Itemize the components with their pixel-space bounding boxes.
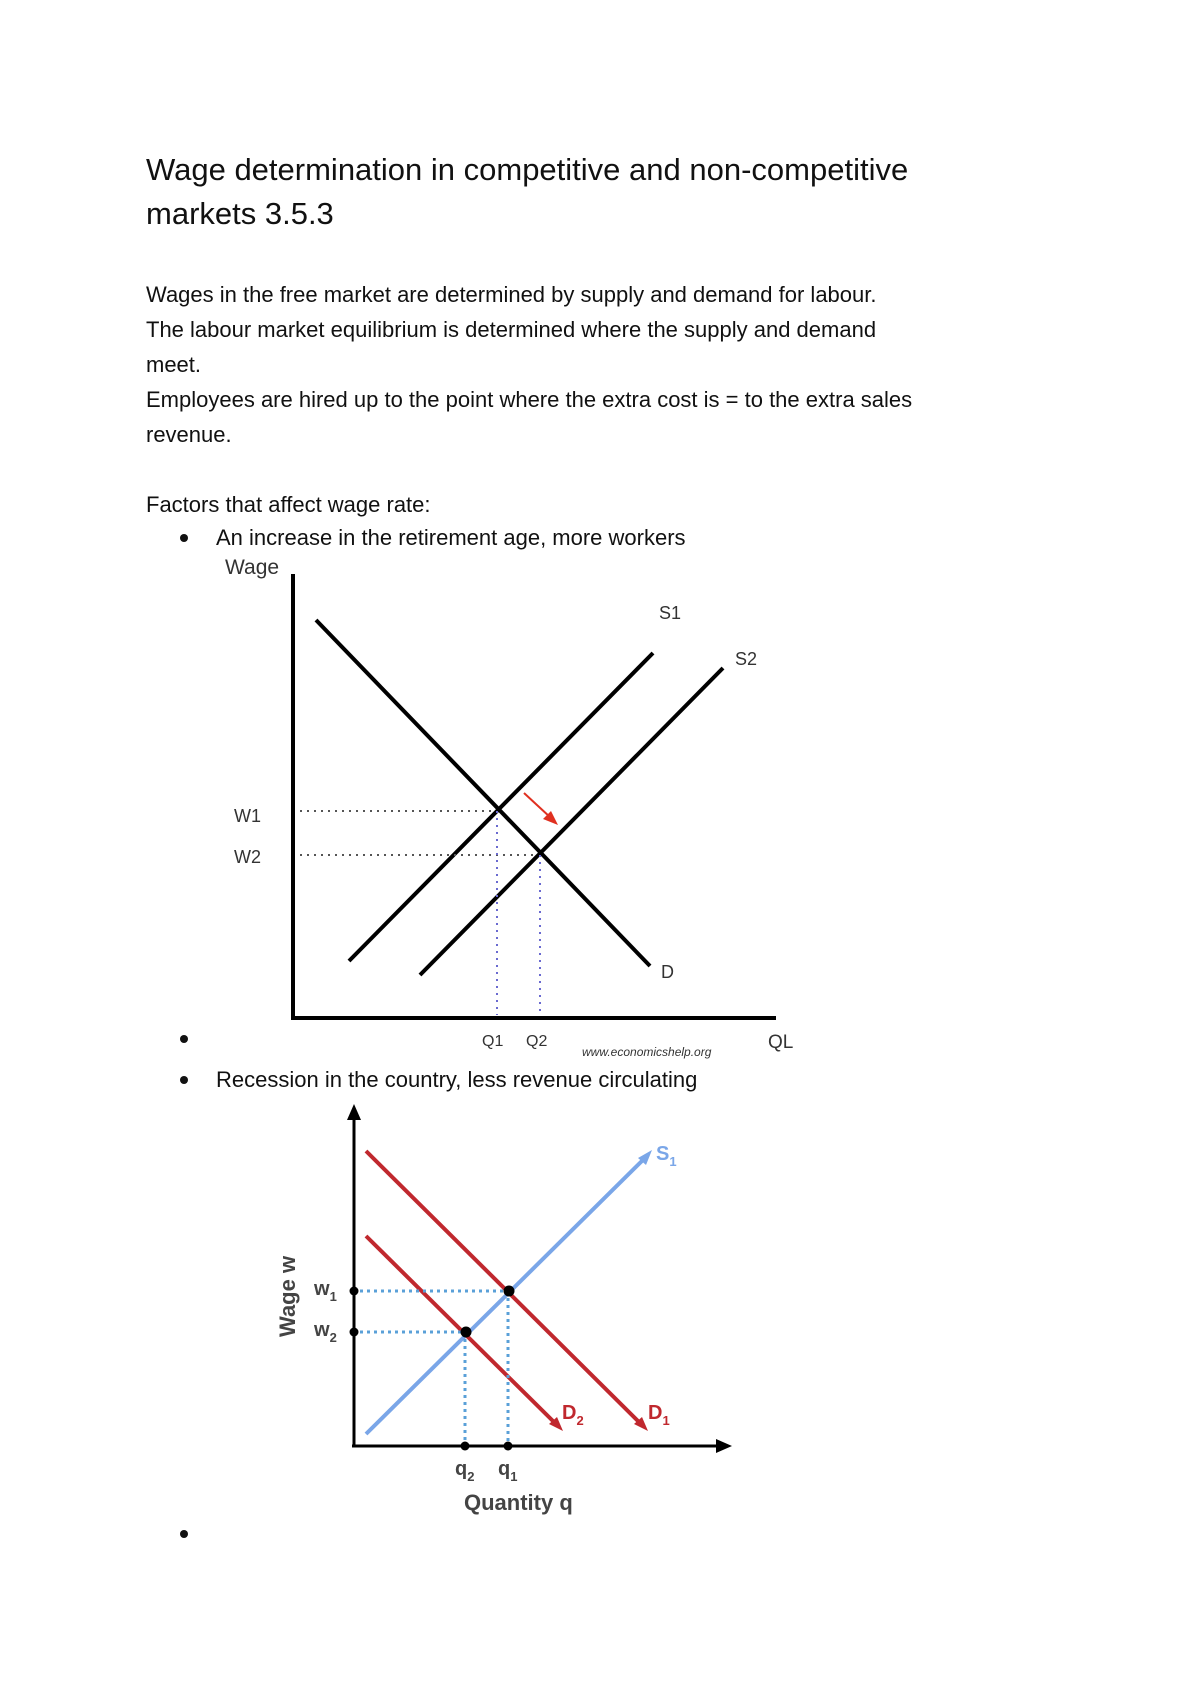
chart2-label-d1: $D_1$ [648, 1402, 670, 1428]
chart1-label-w2: W2 [234, 847, 261, 867]
chart2-y-axis-label: Wage w [275, 1255, 300, 1337]
chart2-label-w2: $w_2$ [314, 1319, 337, 1345]
chart2-q2-tick-marker [461, 1442, 470, 1451]
bullet-item-empty [180, 1530, 216, 1538]
chart1-label-w1: W1 [234, 806, 261, 826]
title-line-2: markets 3.5.3 [146, 196, 334, 231]
paragraph-line: The labour market equilibrium is determined where the supply and demand [146, 317, 877, 342]
chart2-q1-tick-marker [504, 1442, 513, 1451]
bullet-text: An increase in the retirement age, more workers [216, 525, 686, 550]
title-line-1: Wage determination in competitive and non-competitive [146, 152, 909, 187]
paragraph-line: Wages in the free market are determined by supply and demand for labour. [146, 282, 877, 307]
chart1-label-q1: Q1 [482, 1033, 504, 1050]
paragraph-line: revenue. [146, 422, 232, 447]
chart1-x-axis-label: QL [768, 1032, 794, 1053]
chart1-label-s2: S2 [735, 649, 758, 669]
chart2-w1-tick-marker [350, 1287, 359, 1296]
bullet-dot-icon [180, 1530, 188, 1538]
chart2-label-q2: $q_2$ [455, 1458, 475, 1484]
paragraph-line: Employees are hired up to the point where the extra cost is = to the extra sales [146, 387, 913, 412]
chart1-label-d: D [661, 962, 674, 982]
chart1-label-q2: Q2 [526, 1033, 548, 1050]
chart2-label-s1: $S_1$ [656, 1143, 677, 1169]
bullet-text: Recession in the country, less revenue circulating [216, 1067, 698, 1092]
chart2-label-d2: $D_2$ [562, 1402, 584, 1428]
chart2-x-axis-label: Quantity q [464, 1490, 573, 1515]
chart1-label-s1: S1 [659, 603, 682, 623]
chart1-watermark: www.economicshelp.org [582, 1045, 712, 1059]
chart2-label-q1: $q_1$ [498, 1458, 518, 1484]
paragraph-line: meet. [146, 352, 202, 377]
chart2-equilibrium-2-marker [461, 1327, 472, 1338]
chart2-w2-tick-marker [350, 1328, 359, 1337]
chart2-equilibrium-1-marker [504, 1286, 515, 1297]
chart2-y-axis-arrow-icon [347, 1104, 361, 1120]
chart2-x-axis-arrow-icon [716, 1439, 732, 1453]
factors-heading: Factors that affect wage rate: [146, 492, 431, 517]
chart2-label-w1: $w_1$ [314, 1278, 337, 1304]
chart1-y-axis-label: Wage [225, 556, 280, 579]
